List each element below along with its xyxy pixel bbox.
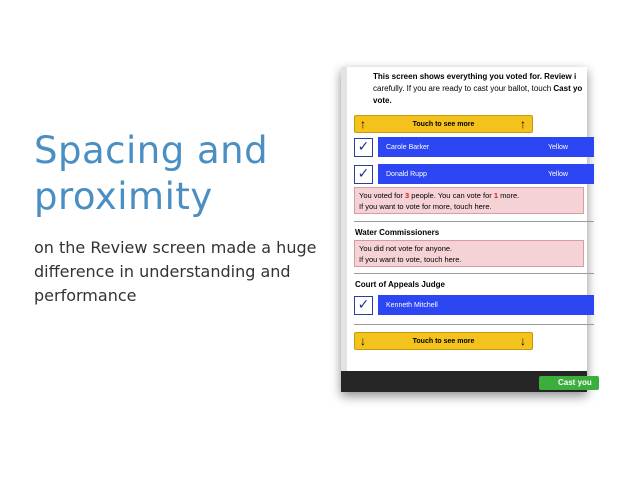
contest-title-appeals: Court of Appeals Judge	[355, 280, 445, 289]
slide-subtitle: on the Review screen made a huge difference in understanding and performance	[34, 238, 317, 305]
scroll-down-label: Touch to see more	[412, 337, 475, 345]
candidate-name: Kenneth Mitchell	[386, 301, 438, 309]
candidate-bar[interactable]	[378, 295, 594, 315]
checkmark-icon: ✓	[354, 138, 373, 157]
undervote-text: people. You can vote for	[409, 191, 494, 200]
cast-vote-button[interactable]: Cast you	[539, 376, 599, 390]
no-vote-line-1: You did not vote for anyone.	[359, 244, 453, 253]
checkmark-icon: ✓	[354, 296, 373, 315]
candidate-bar[interactable]	[378, 164, 594, 184]
scroll-up-label: Touch to see more	[412, 120, 475, 128]
candidate-name: Donald Rupp	[386, 170, 427, 178]
candidate-party: Yellow	[548, 170, 568, 178]
scroll-up-button[interactable]	[354, 115, 533, 133]
undervote-text: You voted for	[359, 191, 406, 200]
contest-divider	[354, 324, 594, 325]
intro-line-2: carefully. If you are ready to cast your ballot, touch	[373, 84, 554, 93]
contest-title-water: Water Commissioners	[355, 228, 440, 237]
intro-line-1: This screen shows everything you voted for. Review i	[373, 72, 577, 81]
candidate-party: Yellow	[548, 143, 568, 151]
no-vote-warning[interactable]	[354, 240, 584, 267]
up-arrow-icon: ↑	[520, 117, 526, 131]
contest-divider	[354, 221, 594, 222]
undervote-warning[interactable]	[354, 187, 584, 214]
scroll-down-button[interactable]	[354, 332, 533, 350]
up-arrow-icon: ↑	[360, 117, 366, 131]
slide-title: Spacing and proximity	[34, 129, 269, 218]
votes-remaining-count: 1	[493, 191, 499, 200]
candidate-name: Carole Barker	[386, 143, 430, 151]
screen-side-strip	[341, 67, 347, 392]
selection-row-carole-barker[interactable]	[354, 136, 594, 158]
undervote-line-2: If you want to vote for more, touch here.	[359, 202, 492, 211]
selection-row-kenneth-mitchell[interactable]	[354, 294, 594, 316]
intro-line-3: vote.	[373, 96, 392, 105]
contest-divider	[354, 273, 594, 274]
review-instructions	[373, 71, 603, 107]
selection-row-donald-rupp[interactable]	[354, 163, 594, 185]
candidate-bar[interactable]	[378, 137, 594, 157]
checkmark-icon: ✓	[354, 165, 373, 184]
down-arrow-icon: ↓	[520, 334, 526, 348]
votes-cast-count: 3	[405, 191, 410, 200]
intro-cast-bold: Cast yo	[553, 84, 583, 93]
down-arrow-icon: ↓	[360, 334, 366, 348]
undervote-text: more.	[498, 191, 520, 200]
no-vote-line-2: If you want to vote, touch here.	[359, 255, 462, 264]
undervote-line-1	[359, 190, 579, 201]
review-screen-screenshot	[341, 67, 592, 392]
